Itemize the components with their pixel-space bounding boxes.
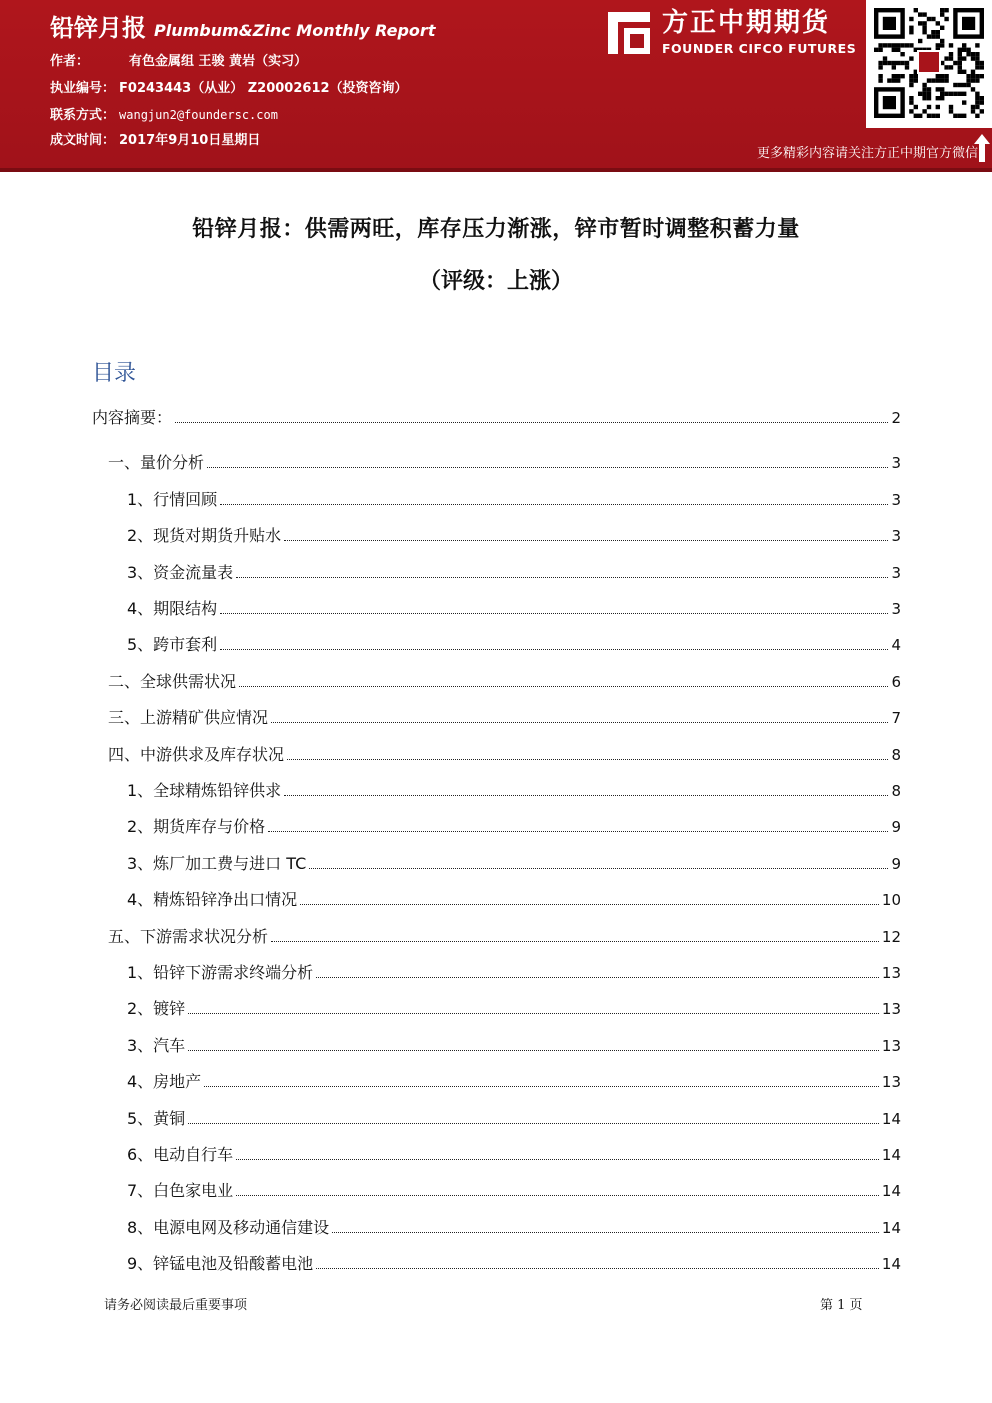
toc-entry-page: 3 [891,564,901,582]
page-number: 第 1 页 [820,1298,863,1313]
contact-label: 联系方式： [50,108,116,123]
toc-dot-leader [204,1085,879,1087]
contact-email[interactable]: wangjun2@foundersc.com [119,108,278,122]
date-label: 成文时间： [50,133,116,148]
logo-text-en: FOUNDER CIFCO FUTURES [662,41,857,56]
toc-entry-title: 内容摘要： [92,408,173,427]
toc-entry[interactable] [108,739,901,765]
toc-entry-title: 四、中游供求及库存状况 [108,745,285,764]
toc-entry-page: 2 [891,409,901,427]
toc-entry[interactable] [127,1066,901,1092]
toc-entry[interactable] [127,520,901,546]
license-label: 执业编号： [50,81,116,96]
toc-dot-leader [220,648,888,650]
toc-entry[interactable] [127,775,901,801]
toc-entry[interactable] [108,447,901,473]
toc-entry-page: 13 [881,964,901,982]
license-line [50,79,408,99]
founder-logo-icon [604,8,654,58]
toc-entry-title: 5、跨市套利 [127,635,218,654]
toc-dot-leader [239,685,888,687]
toc-entry[interactable] [127,484,901,510]
report-title-en: Plumbum&Zinc Monthly Report [154,21,436,40]
toc-entry-page: 14 [881,1146,901,1164]
toc-dot-leader [332,1231,879,1233]
author-label: 作者： [50,54,90,69]
toc-entry-title: 2、镀锌 [127,999,186,1018]
toc-entry-page: 4 [891,636,901,654]
toc-entry-page: 3 [891,527,901,545]
toc-entry[interactable] [108,666,901,692]
toc-entry-title: 二、全球供需状况 [108,672,237,691]
toc-entry-page: 14 [881,1110,901,1128]
toc-entry-title: 8、电源电网及移动通信建设 [127,1218,330,1237]
toc-entry[interactable] [127,1103,901,1129]
up-arrow-icon [974,134,990,162]
toc-entry[interactable] [127,957,901,983]
contact-line [50,105,278,125]
toc-entry-page: 6 [891,673,901,691]
toc-entry-page: 14 [881,1255,901,1273]
report-title-cn: 铅锌月报 [50,14,146,42]
toc-entry-page: 7 [891,709,901,727]
toc-entry-page: 14 [881,1219,901,1237]
document-rating: （评级：上涨） [418,269,573,294]
toc-entry-page: 10 [881,891,901,909]
toc-entry-title: 三、上游精矿供应情况 [108,708,269,727]
toc-entry-title: 1、行情回顾 [127,490,218,509]
logo-text-cn: 方正中期期货 [662,8,831,38]
toc-entry-title: 3、资金流量表 [127,563,234,582]
toc-entry-title: 5、黄铜 [127,1109,186,1128]
toc-entry-page: 3 [891,454,901,472]
toc-entry-title: 五、下游需求状况分析 [108,927,269,946]
toc-entry-title: 4、房地产 [127,1072,202,1091]
toc-entry-title: 3、汽车 [127,1036,186,1055]
toc-entry-title: 6、电动自行车 [127,1145,234,1164]
toc-entry[interactable] [127,848,901,874]
toc-entry[interactable] [127,1139,901,1165]
qr-code-icon [866,0,992,128]
toc-entry-title: 9、锌锰电池及铅酸蓄电池 [127,1254,314,1273]
toc-entry-page: 3 [891,600,901,618]
toc-entry-page: 13 [881,1037,901,1055]
toc-entry[interactable] [127,1248,901,1274]
toc-entry-title: 2、期货库存与价格 [127,817,266,836]
toc-entry-page: 14 [881,1182,901,1200]
toc-dot-leader [220,503,888,505]
toc-entry[interactable] [92,402,901,428]
footer-note: 请务必阅读最后重要事项 [104,1298,248,1313]
toc-dot-leader [268,830,888,832]
toc-dot-leader [188,1122,879,1124]
toc-entry-title: 1、铅锌下游需求终端分析 [127,963,314,982]
author-value: 有色金属组 王骏 黄岩（实习） [129,54,308,69]
toc-entry[interactable] [108,921,901,947]
toc-entry[interactable] [108,702,901,728]
toc-entry[interactable] [127,557,901,583]
toc-entry-page: 8 [891,746,901,764]
toc-entry[interactable] [127,1030,901,1056]
toc-dot-leader [316,1267,879,1269]
date-value: 2017年9月10日星期日 [119,133,261,148]
toc-entry-title: 2、现货对期货升贴水 [127,526,282,545]
toc-heading: 目录 [92,361,137,386]
toc-entry-page: 13 [881,1073,901,1091]
toc-entry[interactable] [127,629,901,655]
toc-dot-leader [188,1012,879,1014]
report-title [50,8,435,44]
toc-entry[interactable] [127,1175,901,1201]
toc-entry-title: 3、炼厂加工费与进口 TC [127,854,307,873]
author-line [50,52,307,72]
toc-dot-leader [271,940,879,942]
toc-entry-page: 13 [881,1000,901,1018]
toc-dot-leader [284,794,888,796]
toc-entry[interactable] [127,1212,901,1238]
toc-dot-leader [309,867,888,869]
toc-entry[interactable] [127,884,901,910]
toc-entry[interactable] [127,993,901,1019]
toc-dot-leader [300,903,879,905]
toc-dot-leader [236,576,888,578]
toc-entry-title: 一、量价分析 [108,453,205,472]
toc-dot-leader [236,1194,879,1196]
toc-entry-page: 8 [891,782,901,800]
banner-divider [0,168,992,172]
toc-dot-leader [220,612,888,614]
toc-entry-page: 9 [891,818,901,836]
toc-entry[interactable] [127,811,901,837]
document-title: 铅锌月报：供需两旺，库存压力渐涨，锌市暂时调整积蓄力量 [192,217,800,242]
toc-dot-leader [175,421,888,423]
toc-entry[interactable] [127,593,901,619]
toc-entry-title: 4、精炼铅锌净出口情况 [127,890,298,909]
header-banner [0,0,992,172]
toc-entry-page: 12 [881,928,901,946]
license-value: F0243443（从业） Z20002612（投资咨询） [119,81,408,96]
company-logo [604,8,862,60]
toc-entry-page: 9 [891,855,901,873]
toc-dot-leader [207,466,888,468]
toc-entry-page: 3 [891,491,901,509]
toc-dot-leader [271,721,888,723]
toc-entry-title: 1、全球精炼铅锌供求 [127,781,282,800]
wechat-qr-code[interactable] [866,0,992,128]
date-line [50,131,260,151]
toc-dot-leader [284,539,888,541]
toc-dot-leader [236,1158,879,1160]
toc-entry-title: 4、期限结构 [127,599,218,618]
toc-dot-leader [188,1049,879,1051]
toc-entry-title: 7、白色家电业 [127,1181,234,1200]
toc-dot-leader [316,976,879,978]
toc-dot-leader [287,758,888,760]
wechat-note: 更多精彩内容请关注方正中期官方微信 [756,146,978,161]
